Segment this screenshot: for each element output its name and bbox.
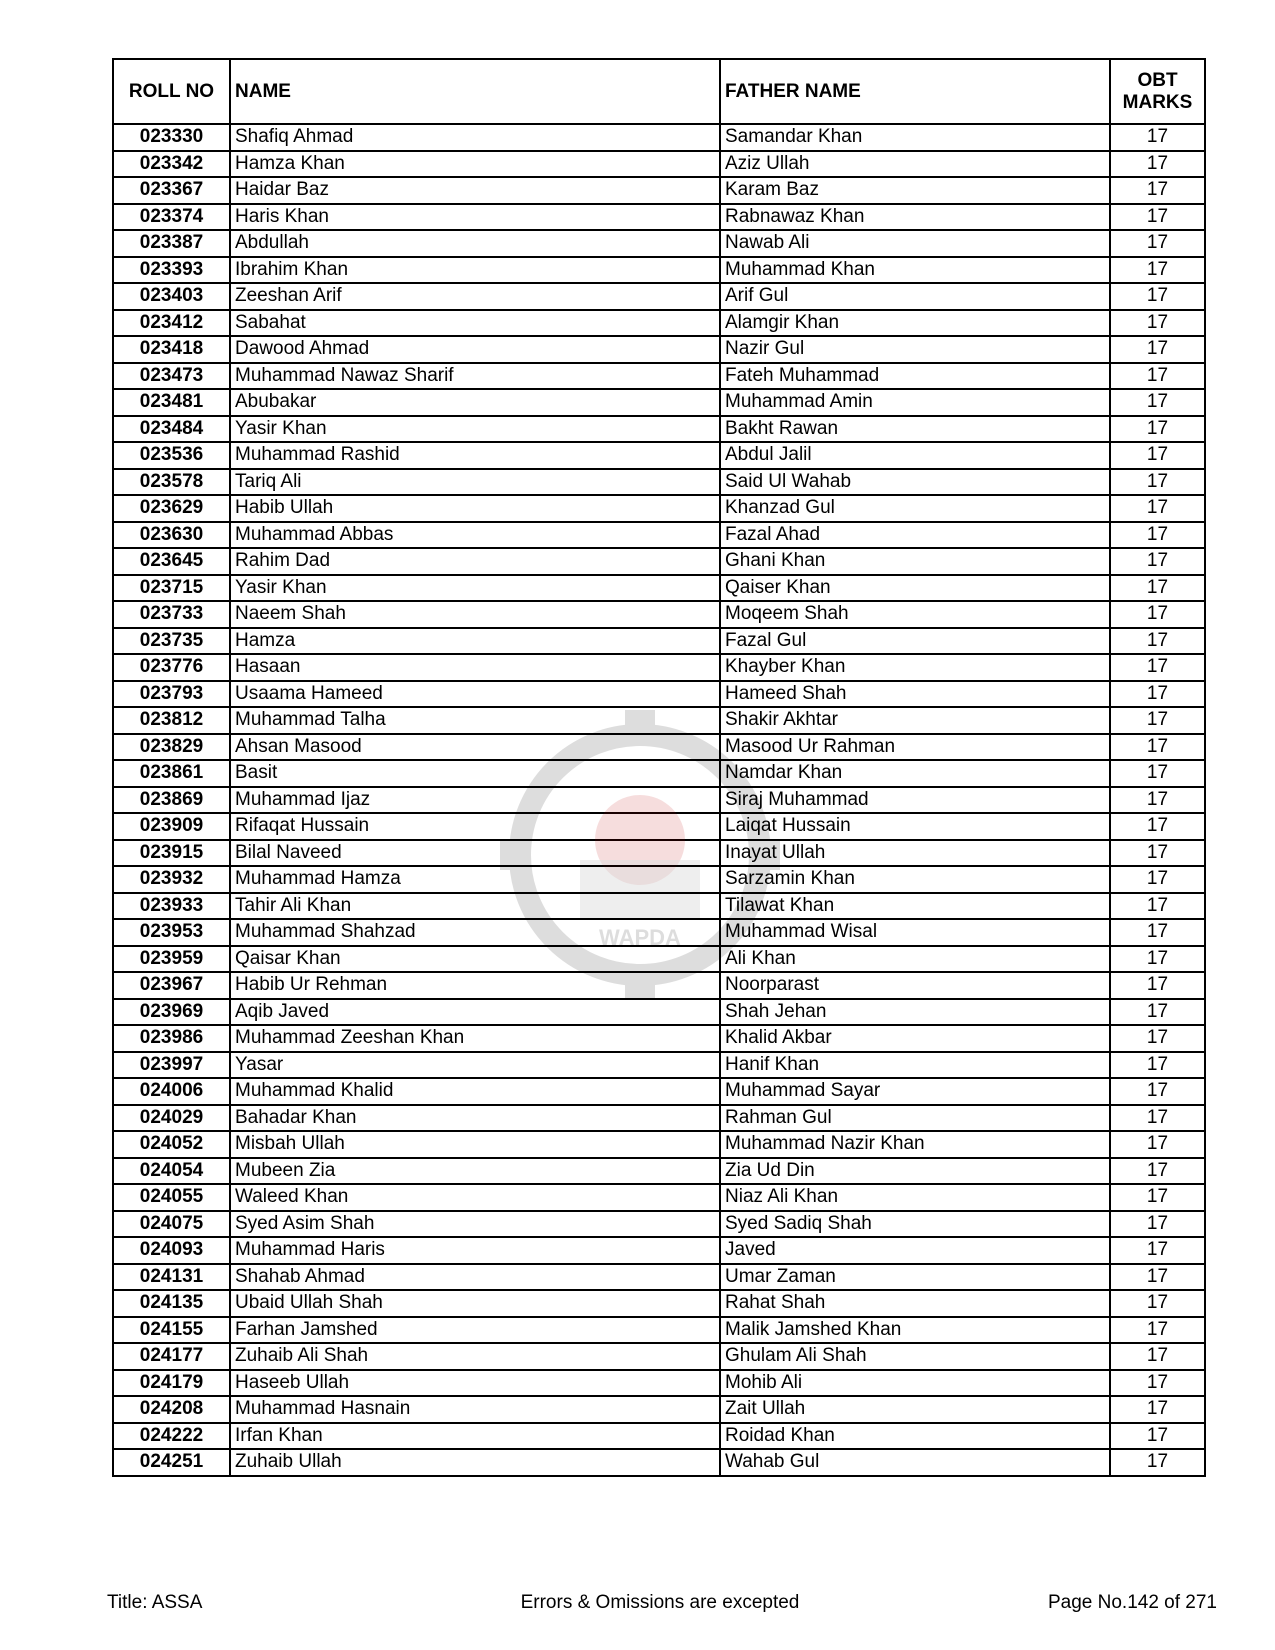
- table-row: [113, 601, 1205, 628]
- father-name-cell: Syed Sadiq Shah: [720, 1211, 1110, 1238]
- father-name-cell: Muhammad Khan: [720, 257, 1110, 284]
- table-row: [113, 628, 1205, 655]
- father-name-cell: Nawab Ali: [720, 230, 1110, 257]
- roll-no-cell: 023387: [113, 230, 230, 257]
- father-name-cell: Aziz Ullah: [720, 151, 1110, 178]
- table-row: [113, 1343, 1205, 1370]
- father-name-cell: Karam Baz: [720, 177, 1110, 204]
- name-cell: Qaisar Khan: [230, 946, 720, 973]
- obt-marks-cell: 17: [1110, 628, 1205, 655]
- roll-no-cell: 024155: [113, 1317, 230, 1344]
- obt-marks-cell: 17: [1110, 919, 1205, 946]
- name-cell: Shafiq Ahmad: [230, 124, 720, 151]
- obt-marks-cell: 17: [1110, 1184, 1205, 1211]
- father-name-cell: Fazal Gul: [720, 628, 1110, 655]
- roll-no-cell: 023735: [113, 628, 230, 655]
- roll-no-cell: 023367: [113, 177, 230, 204]
- watermark-text-bottom: PESCO: [601, 960, 679, 985]
- father-name-cell: Muhammad Wisal: [720, 919, 1110, 946]
- results-table: [112, 58, 1206, 1477]
- name-cell: Basit: [230, 760, 720, 787]
- obt-marks-cell: 17: [1110, 1131, 1205, 1158]
- father-name-cell: Javed: [720, 1237, 1110, 1264]
- father-name-cell: Fazal Ahad: [720, 522, 1110, 549]
- obt-marks-cell: 17: [1110, 1449, 1205, 1476]
- roll-no-cell: 023715: [113, 575, 230, 602]
- obt-marks-cell: 17: [1110, 734, 1205, 761]
- roll-no-cell: 023403: [113, 283, 230, 310]
- roll-no-cell: 023812: [113, 707, 230, 734]
- roll-no-cell: 023776: [113, 654, 230, 681]
- table-row: [113, 760, 1205, 787]
- obt-marks-cell: 17: [1110, 1396, 1205, 1423]
- roll-no-cell: 024222: [113, 1423, 230, 1450]
- father-name-cell: Ghani Khan: [720, 548, 1110, 575]
- table-row: [113, 283, 1205, 310]
- obt-marks-cell: 17: [1110, 1343, 1205, 1370]
- obt-marks-cell: 17: [1110, 760, 1205, 787]
- table-row: [113, 1290, 1205, 1317]
- obt-marks-cell: 17: [1110, 1237, 1205, 1264]
- roll-no-cell: 023953: [113, 919, 230, 946]
- table-row: [113, 442, 1205, 469]
- roll-no-cell: 023733: [113, 601, 230, 628]
- roll-no-cell: 023473: [113, 363, 230, 390]
- father-name-cell: Qaiser Khan: [720, 575, 1110, 602]
- name-cell: Hasaan: [230, 654, 720, 681]
- name-cell: Muhammad Talha: [230, 707, 720, 734]
- table-row: [113, 1396, 1205, 1423]
- obt-marks-cell: 17: [1110, 1423, 1205, 1450]
- name-cell: Syed Asim Shah: [230, 1211, 720, 1238]
- obt-marks-cell: 17: [1110, 204, 1205, 231]
- name-cell: Muhammad Shahzad: [230, 919, 720, 946]
- name-cell: Naeem Shah: [230, 601, 720, 628]
- father-name-cell: Rahman Gul: [720, 1105, 1110, 1132]
- father-name-cell: Inayat Ullah: [720, 840, 1110, 867]
- name-cell: Tahir Ali Khan: [230, 893, 720, 920]
- table-row: [113, 787, 1205, 814]
- roll-no-cell: 023986: [113, 1025, 230, 1052]
- header-obt-marks: [1110, 59, 1205, 124]
- name-cell: Muhammad Nawaz Sharif: [230, 363, 720, 390]
- father-name-cell: Bakht Rawan: [720, 416, 1110, 443]
- watermark-text-mid: WAPDA: [599, 925, 681, 950]
- obt-marks-cell: 17: [1110, 469, 1205, 496]
- father-name-cell: Ali Khan: [720, 946, 1110, 973]
- name-cell: Muhammad Khalid: [230, 1078, 720, 1105]
- roll-no-cell: 023909: [113, 813, 230, 840]
- name-cell: Mubeen Zia: [230, 1158, 720, 1185]
- header-obt-marks-line2: MARKS: [1122, 91, 1193, 113]
- obt-marks-cell: 17: [1110, 972, 1205, 999]
- roll-no-cell: 024177: [113, 1343, 230, 1370]
- footer-title: Title: ASSA: [107, 1592, 203, 1613]
- obt-marks-cell: 17: [1110, 310, 1205, 337]
- table-row: [113, 151, 1205, 178]
- name-cell: Habib Ur Rehman: [230, 972, 720, 999]
- table-row: [113, 813, 1205, 840]
- table-row: [113, 177, 1205, 204]
- name-cell: Misbah Ullah: [230, 1131, 720, 1158]
- father-name-cell: Wahab Gul: [720, 1449, 1110, 1476]
- obt-marks-cell: 17: [1110, 548, 1205, 575]
- father-name-cell: Nazir Gul: [720, 336, 1110, 363]
- table-row: [113, 230, 1205, 257]
- name-cell: Ibrahim Khan: [230, 257, 720, 284]
- father-name-cell: Muhammad Nazir Khan: [720, 1131, 1110, 1158]
- father-name-cell: Niaz Ali Khan: [720, 1184, 1110, 1211]
- obt-marks-cell: 17: [1110, 575, 1205, 602]
- table-row: [113, 363, 1205, 390]
- footer-page-number: Page No.142 of 271: [1047, 1592, 1217, 1613]
- table-row: [113, 389, 1205, 416]
- name-cell: Rahim Dad: [230, 548, 720, 575]
- father-name-cell: Siraj Muhammad: [720, 787, 1110, 814]
- roll-no-cell: 023645: [113, 548, 230, 575]
- obt-marks-cell: 17: [1110, 1025, 1205, 1052]
- roll-no-cell: 024131: [113, 1264, 230, 1291]
- roll-no-cell: 023861: [113, 760, 230, 787]
- table-body: [113, 124, 1205, 1476]
- name-cell: Shahab Ahmad: [230, 1264, 720, 1291]
- roll-no-cell: 024055: [113, 1184, 230, 1211]
- roll-no-cell: 023829: [113, 734, 230, 761]
- obt-marks-cell: 17: [1110, 1052, 1205, 1079]
- father-name-cell: Malik Jamshed Khan: [720, 1317, 1110, 1344]
- roll-no-cell: 023536: [113, 442, 230, 469]
- obt-marks-cell: 17: [1110, 495, 1205, 522]
- obt-marks-cell: 17: [1110, 336, 1205, 363]
- roll-no-cell: 023629: [113, 495, 230, 522]
- obt-marks-cell: 17: [1110, 999, 1205, 1026]
- name-cell: Muhammad Ijaz: [230, 787, 720, 814]
- table-row: [113, 416, 1205, 443]
- name-cell: Rifaqat Hussain: [230, 813, 720, 840]
- name-cell: Zuhaib Ullah: [230, 1449, 720, 1476]
- obt-marks-cell: 17: [1110, 257, 1205, 284]
- table-row: [113, 1158, 1205, 1185]
- roll-no-cell: 024093: [113, 1237, 230, 1264]
- obt-marks-cell: 17: [1110, 601, 1205, 628]
- father-name-cell: Laiqat Hussain: [720, 813, 1110, 840]
- name-cell: Ubaid Ullah Shah: [230, 1290, 720, 1317]
- roll-no-cell: 024075: [113, 1211, 230, 1238]
- table-row: [113, 840, 1205, 867]
- name-cell: Muhammad Hamza: [230, 866, 720, 893]
- roll-no-cell: 024052: [113, 1131, 230, 1158]
- name-cell: Zuhaib Ali Shah: [230, 1343, 720, 1370]
- name-cell: Sabahat: [230, 310, 720, 337]
- roll-no-cell: 023967: [113, 972, 230, 999]
- father-name-cell: Muhammad Amin: [720, 389, 1110, 416]
- name-cell: Haseeb Ullah: [230, 1370, 720, 1397]
- father-name-cell: Khayber Khan: [720, 654, 1110, 681]
- obt-marks-cell: 17: [1110, 681, 1205, 708]
- name-cell: Haris Khan: [230, 204, 720, 231]
- table-row: [113, 681, 1205, 708]
- roll-no-cell: 024029: [113, 1105, 230, 1132]
- name-cell: Usaama Hameed: [230, 681, 720, 708]
- roll-no-cell: 023932: [113, 866, 230, 893]
- name-cell: Abdullah: [230, 230, 720, 257]
- table-row: [113, 707, 1205, 734]
- name-cell: Ahsan Masood: [230, 734, 720, 761]
- roll-no-cell: 024006: [113, 1078, 230, 1105]
- name-cell: Dawood Ahmad: [230, 336, 720, 363]
- roll-no-cell: 023959: [113, 946, 230, 973]
- obt-marks-cell: 17: [1110, 1105, 1205, 1132]
- obt-marks-cell: 17: [1110, 177, 1205, 204]
- name-cell: Muhammad Hasnain: [230, 1396, 720, 1423]
- father-name-cell: Zia Ud Din: [720, 1158, 1110, 1185]
- father-name-cell: Arif Gul: [720, 283, 1110, 310]
- table-row: [113, 866, 1205, 893]
- name-cell: Abubakar: [230, 389, 720, 416]
- roll-no-cell: 024135: [113, 1290, 230, 1317]
- roll-no-cell: 023997: [113, 1052, 230, 1079]
- table-row: [113, 946, 1205, 973]
- table-row: [113, 1237, 1205, 1264]
- obt-marks-cell: 17: [1110, 151, 1205, 178]
- name-cell: Yasir Khan: [230, 416, 720, 443]
- table-row: [113, 1025, 1205, 1052]
- father-name-cell: Noorparast: [720, 972, 1110, 999]
- table-row: [113, 1105, 1205, 1132]
- obt-marks-cell: 17: [1110, 1290, 1205, 1317]
- name-cell: Waleed Khan: [230, 1184, 720, 1211]
- table-row: [113, 1317, 1205, 1344]
- obt-marks-cell: 17: [1110, 124, 1205, 151]
- obt-marks-cell: 17: [1110, 442, 1205, 469]
- father-name-cell: Khalid Akbar: [720, 1025, 1110, 1052]
- obt-marks-cell: 17: [1110, 363, 1205, 390]
- roll-no-cell: 024054: [113, 1158, 230, 1185]
- table-row: [113, 1423, 1205, 1450]
- roll-no-cell: 024251: [113, 1449, 230, 1476]
- father-name-cell: Umar Zaman: [720, 1264, 1110, 1291]
- name-cell: Farhan Jamshed: [230, 1317, 720, 1344]
- obt-marks-cell: 17: [1110, 1264, 1205, 1291]
- roll-no-cell: 023630: [113, 522, 230, 549]
- father-name-cell: Shah Jehan: [720, 999, 1110, 1026]
- father-name-cell: Abdul Jalil: [720, 442, 1110, 469]
- father-name-cell: Mohib Ali: [720, 1370, 1110, 1397]
- obt-marks-cell: 17: [1110, 893, 1205, 920]
- table-row: [113, 548, 1205, 575]
- obt-marks-cell: 17: [1110, 1317, 1205, 1344]
- table-row: [113, 1052, 1205, 1079]
- father-name-cell: Roidad Khan: [720, 1423, 1110, 1450]
- father-name-cell: Tilawat Khan: [720, 893, 1110, 920]
- name-cell: Hamza Khan: [230, 151, 720, 178]
- obt-marks-cell: 17: [1110, 416, 1205, 443]
- roll-no-cell: 023374: [113, 204, 230, 231]
- name-cell: Bahadar Khan: [230, 1105, 720, 1132]
- obt-marks-cell: 17: [1110, 707, 1205, 734]
- roll-no-cell: 023969: [113, 999, 230, 1026]
- obt-marks-cell: 17: [1110, 230, 1205, 257]
- name-cell: Irfan Khan: [230, 1423, 720, 1450]
- table-row: [113, 654, 1205, 681]
- name-cell: Hamza: [230, 628, 720, 655]
- father-name-cell: Shakir Akhtar: [720, 707, 1110, 734]
- father-name-cell: Fateh Muhammad: [720, 363, 1110, 390]
- roll-no-cell: 023393: [113, 257, 230, 284]
- table-row: [113, 1184, 1205, 1211]
- header-obt-marks-line1: OBT: [1137, 69, 1178, 91]
- father-name-cell: Rabnawaz Khan: [720, 204, 1110, 231]
- roll-no-cell: 023418: [113, 336, 230, 363]
- table-row: [113, 469, 1205, 496]
- roll-no-cell: 023330: [113, 124, 230, 151]
- table-row: [113, 575, 1205, 602]
- table-row: [113, 1131, 1205, 1158]
- table-row: [113, 893, 1205, 920]
- table-row: [113, 999, 1205, 1026]
- table-row: [113, 1449, 1205, 1476]
- header-roll-no: ROLL NO: [113, 59, 230, 124]
- footer-note: Errors & Omissions are excepted: [520, 1592, 800, 1613]
- name-cell: Zeeshan Arif: [230, 283, 720, 310]
- father-name-cell: Said Ul Wahab: [720, 469, 1110, 496]
- roll-no-cell: 023412: [113, 310, 230, 337]
- name-cell: Muhammad Haris: [230, 1237, 720, 1264]
- name-cell: Yasar: [230, 1052, 720, 1079]
- table-row: [113, 1264, 1205, 1291]
- name-cell: Muhammad Zeeshan Khan: [230, 1025, 720, 1052]
- roll-no-cell: 023578: [113, 469, 230, 496]
- table-header-row: [113, 59, 1205, 124]
- obt-marks-cell: 17: [1110, 813, 1205, 840]
- table-row: [113, 1211, 1205, 1238]
- father-name-cell: Moqeem Shah: [720, 601, 1110, 628]
- table-row: [113, 124, 1205, 151]
- name-cell: Tariq Ali: [230, 469, 720, 496]
- father-name-cell: Alamgir Khan: [720, 310, 1110, 337]
- roll-no-cell: 023484: [113, 416, 230, 443]
- roll-no-cell: 023869: [113, 787, 230, 814]
- father-name-cell: Samandar Khan: [720, 124, 1110, 151]
- table-row: [113, 1370, 1205, 1397]
- header-name: NAME: [230, 59, 720, 124]
- table-row: [113, 336, 1205, 363]
- roll-no-cell: 024208: [113, 1396, 230, 1423]
- table-row: [113, 310, 1205, 337]
- roll-no-cell: 023342: [113, 151, 230, 178]
- table-row: [113, 257, 1205, 284]
- father-name-cell: Rahat Shah: [720, 1290, 1110, 1317]
- obt-marks-cell: 17: [1110, 840, 1205, 867]
- father-name-cell: Khanzad Gul: [720, 495, 1110, 522]
- name-cell: Habib Ullah: [230, 495, 720, 522]
- father-name-cell: Masood Ur Rahman: [720, 734, 1110, 761]
- table-row: [113, 734, 1205, 761]
- obt-marks-cell: 17: [1110, 787, 1205, 814]
- obt-marks-cell: 17: [1110, 946, 1205, 973]
- table-row: [113, 919, 1205, 946]
- father-name-cell: Muhammad Sayar: [720, 1078, 1110, 1105]
- table-row: [113, 972, 1205, 999]
- roll-no-cell: 023915: [113, 840, 230, 867]
- roll-no-cell: 023481: [113, 389, 230, 416]
- obt-marks-cell: 17: [1110, 389, 1205, 416]
- name-cell: Aqib Javed: [230, 999, 720, 1026]
- father-name-cell: Sarzamin Khan: [720, 866, 1110, 893]
- obt-marks-cell: 17: [1110, 1370, 1205, 1397]
- name-cell: Muhammad Abbas: [230, 522, 720, 549]
- table-row: [113, 522, 1205, 549]
- obt-marks-cell: 17: [1110, 1211, 1205, 1238]
- father-name-cell: Namdar Khan: [720, 760, 1110, 787]
- father-name-cell: Zait Ullah: [720, 1396, 1110, 1423]
- obt-marks-cell: 17: [1110, 866, 1205, 893]
- roll-no-cell: 024179: [113, 1370, 230, 1397]
- obt-marks-cell: 17: [1110, 1158, 1205, 1185]
- table-row: [113, 495, 1205, 522]
- header-father-name: FATHER NAME: [720, 59, 1110, 124]
- obt-marks-cell: 17: [1110, 654, 1205, 681]
- obt-marks-cell: 17: [1110, 1078, 1205, 1105]
- name-cell: Haidar Baz: [230, 177, 720, 204]
- name-cell: Bilal Naveed: [230, 840, 720, 867]
- roll-no-cell: 023793: [113, 681, 230, 708]
- father-name-cell: Ghulam Ali Shah: [720, 1343, 1110, 1370]
- obt-marks-cell: 17: [1110, 283, 1205, 310]
- table-row: [113, 204, 1205, 231]
- roll-no-cell: 023933: [113, 893, 230, 920]
- table-row: [113, 1078, 1205, 1105]
- father-name-cell: Hameed Shah: [720, 681, 1110, 708]
- father-name-cell: Hanif Khan: [720, 1052, 1110, 1079]
- name-cell: Yasir Khan: [230, 575, 720, 602]
- obt-marks-cell: 17: [1110, 522, 1205, 549]
- name-cell: Muhammad Rashid: [230, 442, 720, 469]
